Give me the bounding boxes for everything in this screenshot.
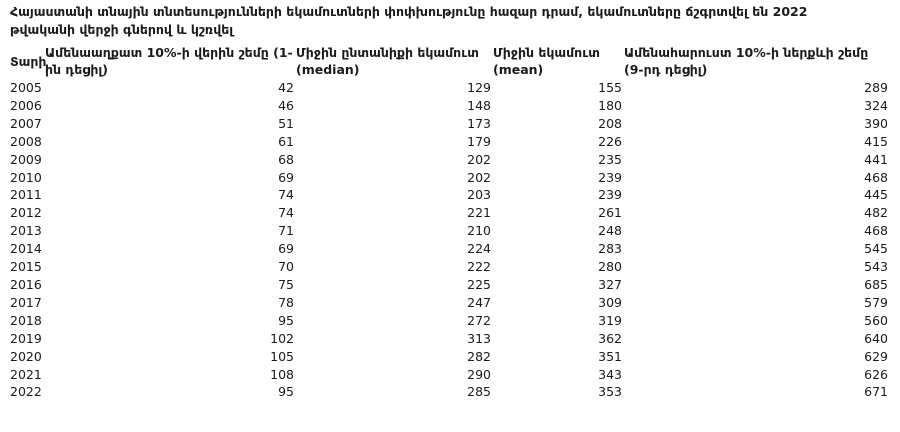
cell-year: 2010	[10, 169, 42, 185]
cell-richest-decile: 579	[864, 294, 888, 310]
cell-poorest-decile: 70	[278, 259, 294, 275]
cell-median: 225	[467, 276, 491, 292]
cell-median: 222	[467, 259, 491, 275]
cell-poorest-decile: 69	[278, 169, 294, 185]
table-row	[10, 222, 890, 240]
cell-median: 224	[467, 241, 491, 257]
cell-richest-decile: 671	[864, 384, 888, 400]
cell-median: 272	[467, 312, 491, 328]
table-row	[10, 115, 890, 133]
cell-poorest-decile: 75	[278, 276, 294, 292]
cell-year: 2008	[10, 133, 42, 149]
cell-mean: 235	[598, 151, 622, 167]
cell-mean: 319	[598, 312, 622, 328]
income-table	[10, 44, 890, 401]
cell-poorest-decile: 74	[278, 187, 294, 203]
cell-richest-decile: 545	[864, 241, 888, 257]
cell-year: 2019	[10, 330, 42, 346]
cell-poorest-decile: 78	[278, 294, 294, 310]
cell-poorest-decile: 46	[278, 97, 294, 113]
cell-richest-decile: 415	[864, 133, 888, 149]
header-median: Միջին ընտանիքի եկամուտ (median)	[296, 45, 479, 77]
cell-poorest-decile: 74	[278, 205, 294, 221]
cell-median: 202	[467, 151, 491, 167]
cell-richest-decile: 640	[864, 330, 888, 346]
table-row	[10, 276, 890, 294]
cell-year: 2013	[10, 223, 42, 239]
table-row	[10, 133, 890, 151]
cell-mean: 239	[598, 187, 622, 203]
cell-mean: 180	[598, 97, 622, 113]
cell-year: 2018	[10, 312, 42, 328]
cell-year: 2016	[10, 276, 42, 292]
cell-poorest-decile: 51	[278, 115, 294, 131]
table-row	[10, 204, 890, 222]
table-row	[10, 294, 890, 312]
cell-median: 129	[467, 80, 491, 95]
table-row	[10, 330, 890, 348]
cell-poorest-decile: 108	[270, 366, 294, 382]
cell-mean: 353	[598, 384, 622, 400]
cell-median: 179	[467, 133, 491, 149]
cell-mean: 239	[598, 169, 622, 185]
cell-poorest-decile: 95	[278, 384, 294, 400]
cell-richest-decile: 560	[864, 312, 888, 328]
cell-median: 202	[467, 169, 491, 185]
cell-richest-decile: 390	[864, 115, 888, 131]
cell-year: 2015	[10, 259, 42, 275]
cell-richest-decile: 445	[864, 187, 888, 203]
cell-year: 2006	[10, 97, 42, 113]
cell-year: 2012	[10, 205, 42, 221]
header-year: Տարի	[10, 54, 47, 69]
cell-mean: 327	[598, 276, 622, 292]
cell-richest-decile: 289	[864, 80, 888, 95]
cell-richest-decile: 626	[864, 366, 888, 382]
cell-poorest-decile: 102	[270, 330, 294, 346]
table-row	[10, 240, 890, 258]
table-row	[10, 312, 890, 330]
table-title: Հայաստանի տնային տնտեսությունների եկամուտների փոփխությունը հազար դրամ, եկամուտները ճշգրտվել են 2022 թվականի վերջի գներով և կշռվել	[10, 4, 808, 37]
cell-median: 148	[467, 97, 491, 113]
cell-year: 2017	[10, 294, 42, 310]
cell-richest-decile: 543	[864, 259, 888, 275]
cell-year: 2009	[10, 151, 42, 167]
table-row	[10, 97, 890, 115]
cell-median: 290	[467, 366, 491, 382]
cell-mean: 261	[598, 205, 622, 221]
cell-median: 203	[467, 187, 491, 203]
cell-median: 221	[467, 205, 491, 221]
cell-poorest-decile: 95	[278, 312, 294, 328]
cell-mean: 208	[598, 115, 622, 131]
cell-median: 210	[467, 223, 491, 239]
cell-richest-decile: 468	[864, 169, 888, 185]
cell-poorest-decile: 68	[278, 151, 294, 167]
cell-mean: 362	[598, 330, 622, 346]
cell-poorest-decile: 69	[278, 241, 294, 257]
cell-richest-decile: 482	[864, 205, 888, 221]
cell-year: 2011	[10, 187, 42, 203]
cell-mean: 343	[598, 366, 622, 382]
cell-median: 313	[467, 330, 491, 346]
cell-median: 285	[467, 384, 491, 400]
cell-year: 2005	[10, 80, 42, 95]
cell-mean: 283	[598, 241, 622, 257]
cell-mean: 248	[598, 223, 622, 239]
header-row	[10, 44, 890, 79]
table-row	[10, 151, 890, 169]
cell-mean: 280	[598, 259, 622, 275]
table-row	[10, 366, 890, 384]
table-body	[10, 79, 890, 401]
cell-poorest-decile: 71	[278, 223, 294, 239]
table-row	[10, 79, 890, 97]
cell-poorest-decile: 61	[278, 133, 294, 149]
cell-median: 173	[467, 115, 491, 131]
header-poorest-decile: Ամենաաղքատ 10%-ի վերին շեմը (1-ին դեցիլ)	[45, 45, 293, 77]
cell-year: 2007	[10, 115, 42, 131]
table-row	[10, 169, 890, 187]
cell-poorest-decile: 42	[278, 80, 294, 95]
cell-mean: 309	[598, 294, 622, 310]
cell-richest-decile: 468	[864, 223, 888, 239]
cell-median: 247	[467, 294, 491, 310]
table-row	[10, 383, 890, 401]
table-row	[10, 186, 890, 204]
cell-richest-decile: 629	[864, 348, 888, 364]
cell-mean: 351	[598, 348, 622, 364]
cell-year: 2021	[10, 366, 42, 382]
cell-year: 2020	[10, 348, 42, 364]
cell-poorest-decile: 105	[270, 348, 294, 364]
header-mean: Միջին եկամուտ (mean)	[493, 45, 600, 77]
cell-richest-decile: 685	[864, 276, 888, 292]
cell-mean: 155	[598, 80, 622, 95]
header-richest-decile: Ամենահարուստ 10%-ի ներքևի շեմը (9-րդ դեցիլ)	[624, 45, 869, 77]
table-row	[10, 348, 890, 366]
cell-mean: 226	[598, 133, 622, 149]
cell-year: 2022	[10, 384, 42, 400]
cell-median: 282	[467, 348, 491, 364]
table-row	[10, 258, 890, 276]
cell-richest-decile: 441	[864, 151, 888, 167]
cell-richest-decile: 324	[864, 97, 888, 113]
cell-year: 2014	[10, 241, 42, 257]
